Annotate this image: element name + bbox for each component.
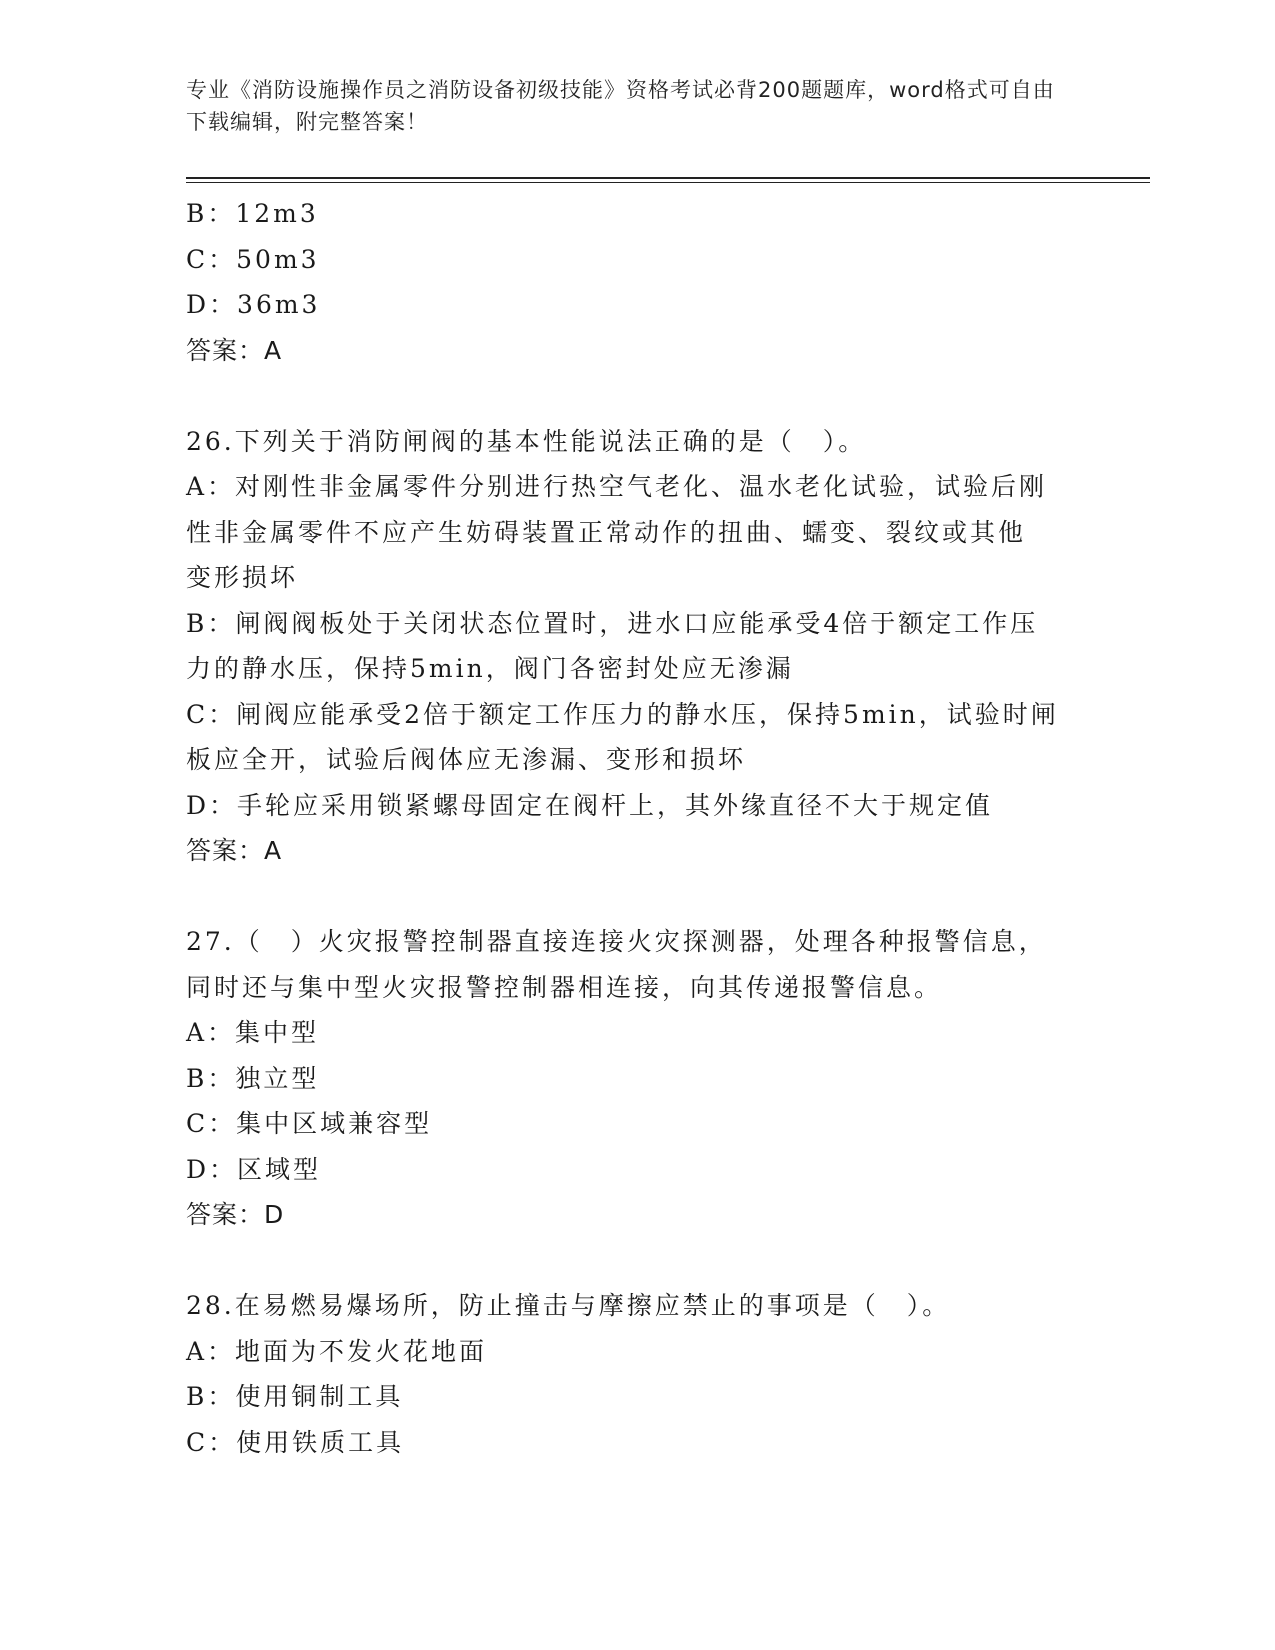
document-header: 专业《消防设施操作员之消防设备初级技能》资格考试必背200题题库，word格式可自由下载编辑，附完整答案！ <box>186 78 1055 134</box>
question-25-tail <box>186 191 1086 373</box>
option-b: B：独立型 <box>186 1063 320 1093</box>
option-d: D：36m3 <box>186 290 321 319</box>
option-b: B：闸阀阀板处于关闭状态位置时，进水口应能承受4倍于额定工作压 <box>186 608 1039 638</box>
option-d: D：手轮应采用锁紧螺母固定在阀杆上，其外缘直径不大于规定值 <box>186 790 994 820</box>
question-28 <box>186 1283 1086 1465</box>
option-c: C：50m3 <box>186 244 320 274</box>
option-c: C：闸阀应能承受2倍于额定工作压力的静水压，保持5min，试验时闸 <box>186 699 1059 729</box>
question-spacer <box>186 373 1086 419</box>
option-d: D：区域型 <box>186 1154 322 1184</box>
answer-label: 答案：A <box>186 836 283 865</box>
question-26 <box>186 419 1086 874</box>
question-spacer <box>186 874 1086 920</box>
answer-label: 答案：D <box>186 1200 285 1229</box>
question-list <box>186 191 1086 1465</box>
answer-label: 答案：A <box>186 335 283 365</box>
option-b: B：12m3 <box>186 199 319 228</box>
option-b-continued: 力的静水压，保持5min，阀门各密封处应无渗漏 <box>186 654 794 683</box>
question-stem-continued: 同时还与集中型火灾报警控制器相连接，向其传递报警信息。 <box>186 972 943 1002</box>
option-a: A：地面为不发火花地面 <box>186 1336 488 1366</box>
header-divider-thick <box>186 177 1150 179</box>
option-a: A：集中型 <box>186 1018 320 1047</box>
question-stem: 27.（ ）火灾报警控制器直接连接火灾探测器，处理各种报警信息， <box>186 927 1047 956</box>
question-stem: 26.下列关于消防闸阀的基本性能说法正确的是（ ）。 <box>186 426 867 456</box>
option-b: B：使用铜制工具 <box>186 1382 404 1411</box>
option-a-continued: 性非金属零件不应产生妨碍装置正常动作的扭曲、蠕变、裂纹或其他 <box>186 517 1027 547</box>
option-a: A：对刚性非金属零件分别进行热空气老化、温水老化试验，试验后刚 <box>186 472 1048 501</box>
header-divider-thin <box>186 182 1150 183</box>
option-c: C：集中区域兼容型 <box>186 1109 433 1138</box>
option-a-continued: 变形损坏 <box>186 563 299 592</box>
question-stem: 28.在易燃易爆场所，防止撞击与摩擦应禁止的事项是（ ）。 <box>186 1291 951 1320</box>
option-c: C：使用铁质工具 <box>186 1427 405 1457</box>
option-c-continued: 板应全开，试验后阀体应无渗漏、变形和损坏 <box>186 745 747 774</box>
question-spacer <box>186 1238 1086 1284</box>
question-27 <box>186 919 1086 1238</box>
